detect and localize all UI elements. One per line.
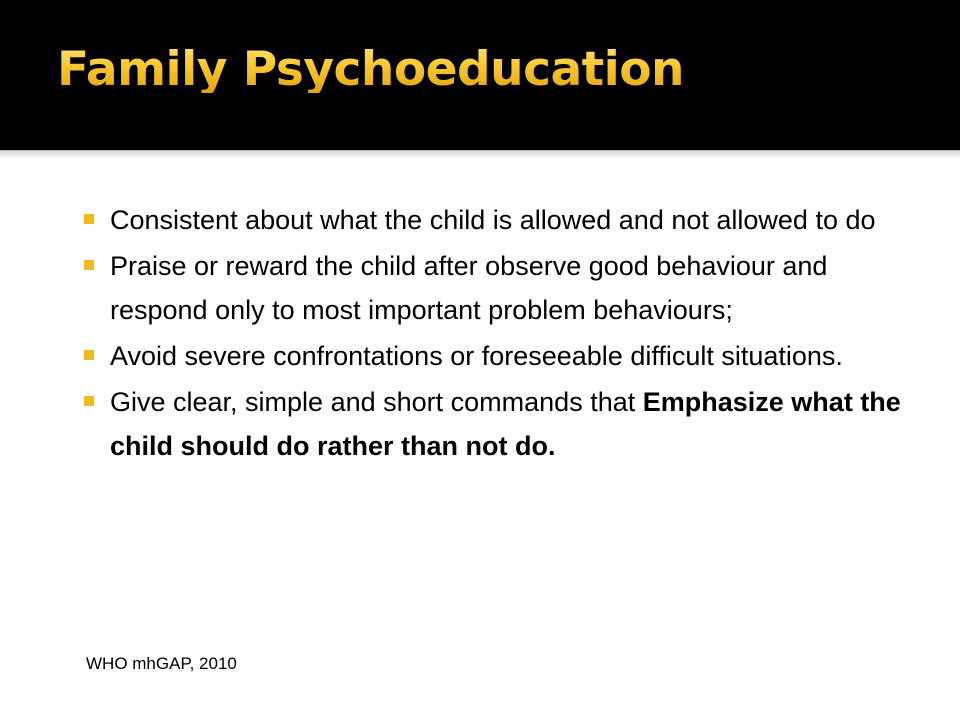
square-bullet-icon (84, 214, 94, 224)
square-bullet-icon (84, 396, 94, 406)
bullet-text: Praise or reward the child after observe good behaviour and respond only to most important problem behaviours; (110, 251, 828, 325)
bullet-list (80, 198, 910, 470)
bullet-item (80, 244, 910, 332)
bullet-text: Give clear, simple and short commands that (110, 387, 636, 417)
square-bullet-icon (84, 350, 94, 360)
bullet-item (80, 198, 910, 242)
bullet-text: Avoid severe confrontations or foreseeable difficult situations. (110, 341, 843, 371)
title-divider (0, 150, 960, 159)
square-bullet-icon (84, 260, 94, 270)
slide-title: Family Psychoeducation (57, 42, 684, 97)
bullet-text: Consistent about what the child is allowed and not allowed to do (110, 205, 876, 235)
bullet-item (80, 334, 910, 378)
source-citation: WHO mhGAP, 2010 (86, 654, 237, 673)
bullet-item (80, 380, 910, 468)
title-bar (0, 0, 960, 150)
emphasis-text: Emphasize what the child should do rather than not do. (110, 387, 901, 461)
